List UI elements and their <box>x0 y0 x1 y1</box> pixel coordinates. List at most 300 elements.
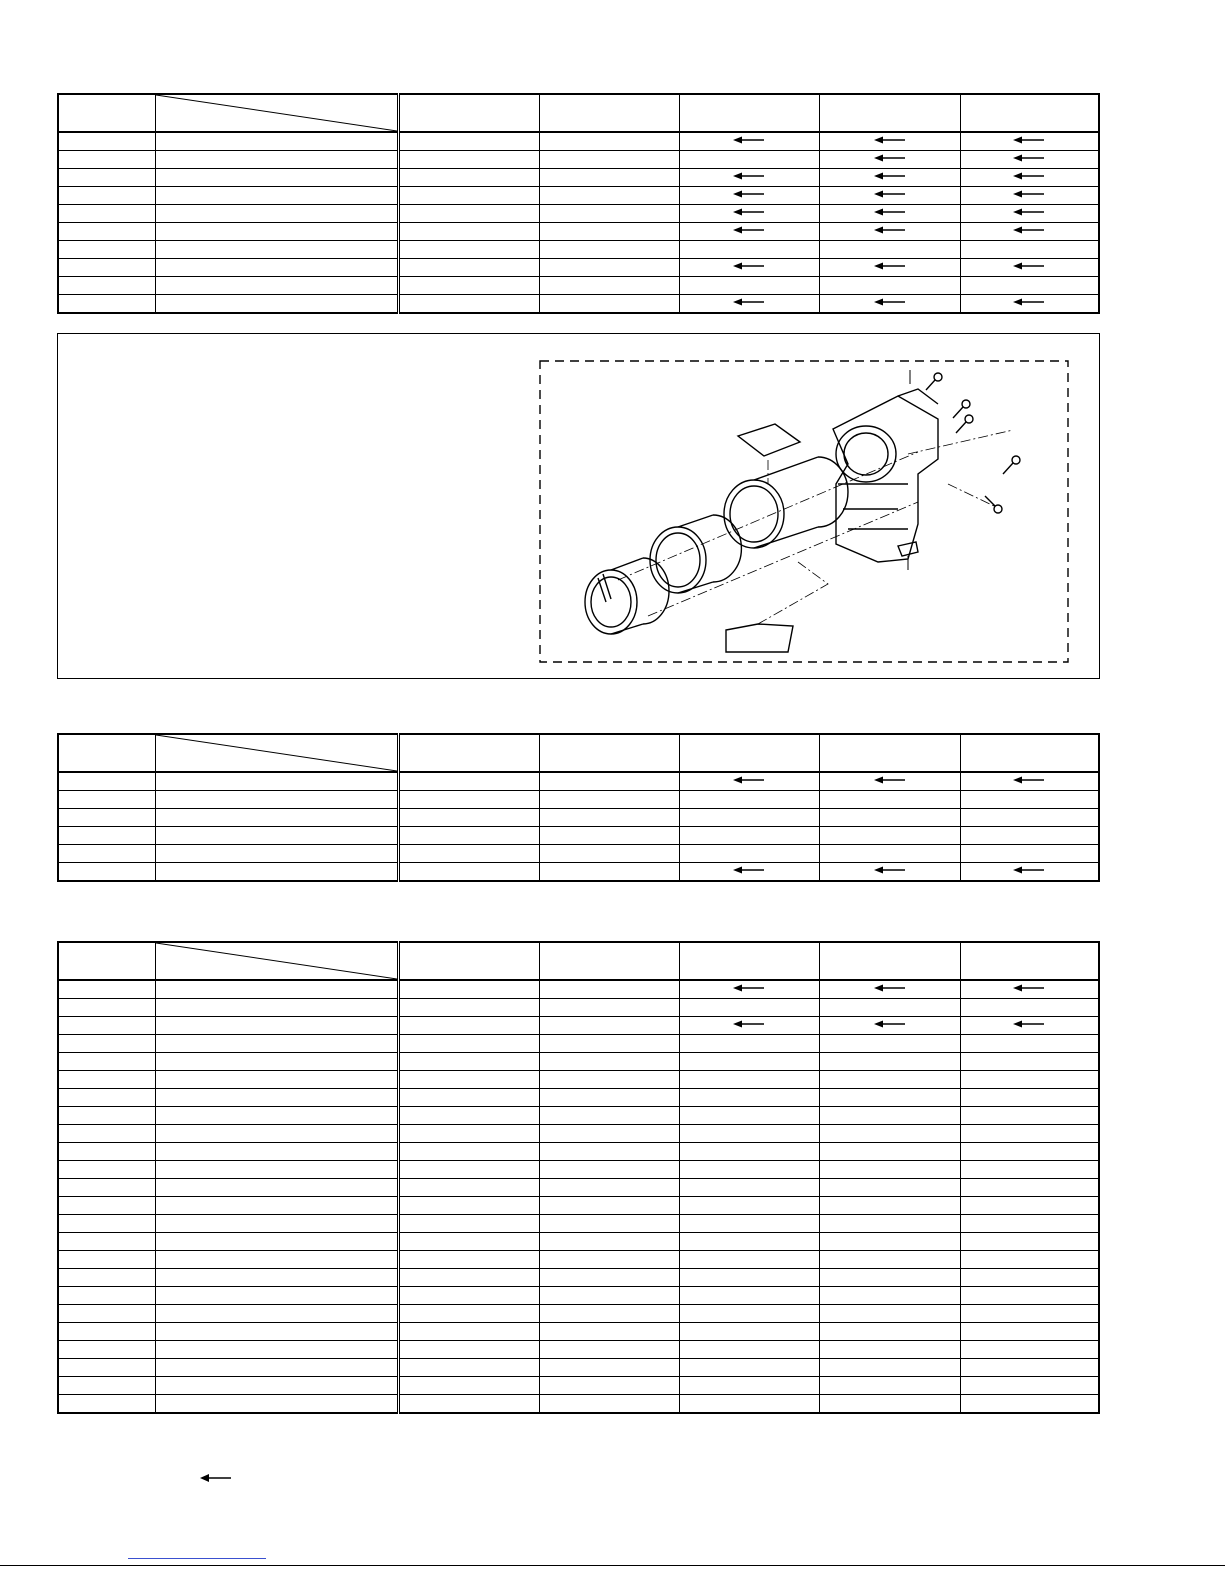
table-row <box>58 809 1099 827</box>
table-cell <box>960 827 1099 845</box>
table-row <box>58 791 1099 809</box>
table-cell <box>155 151 398 169</box>
parts-table-2 <box>57 733 1100 882</box>
table-cell <box>539 1053 679 1071</box>
table-cell <box>679 1341 819 1359</box>
left-arrow-icon <box>874 207 906 220</box>
table-row <box>58 241 1099 259</box>
lens-mount <box>585 570 637 634</box>
left-arrow-icon <box>733 297 765 310</box>
table-cell <box>539 1035 679 1053</box>
table-cell <box>960 1395 1099 1414</box>
table-cell <box>58 772 155 791</box>
table-cell <box>398 980 539 999</box>
table-row <box>58 132 1099 151</box>
table-cell <box>398 863 539 882</box>
table-cell <box>960 999 1099 1017</box>
table-cell <box>58 1233 155 1251</box>
table-cell <box>819 1251 960 1269</box>
header-cell <box>960 942 1099 980</box>
table-cell <box>819 1089 960 1107</box>
table-row <box>58 1161 1099 1179</box>
table-cell <box>58 1197 155 1215</box>
table-cell <box>398 1341 539 1359</box>
table-cell <box>679 1161 819 1179</box>
table-cell <box>679 169 819 187</box>
left-arrow-icon <box>733 865 765 878</box>
table-cell <box>155 1089 398 1107</box>
table-cell <box>679 1305 819 1323</box>
table-cell <box>398 132 539 151</box>
table-cell <box>58 827 155 845</box>
table-cell <box>398 809 539 827</box>
table-cell <box>679 1107 819 1125</box>
table-cell <box>398 1053 539 1071</box>
table-cell <box>960 1179 1099 1197</box>
focus-ring <box>650 527 706 593</box>
table-row <box>58 295 1099 314</box>
table-cell <box>155 1215 398 1233</box>
table-cell <box>819 1017 960 1035</box>
table-cell <box>960 169 1099 187</box>
table-cell <box>960 1035 1099 1053</box>
table-cell <box>539 151 679 169</box>
table-cell <box>679 1233 819 1251</box>
bottom-rule <box>0 1565 1225 1566</box>
parts-table-3 <box>57 941 1100 1414</box>
left-arrow-icon <box>874 171 906 184</box>
table-cell <box>539 1107 679 1125</box>
table-cell <box>960 1323 1099 1341</box>
table-cell <box>155 1107 398 1125</box>
table-cell <box>155 772 398 791</box>
table-cell <box>155 791 398 809</box>
table-cell <box>960 1071 1099 1089</box>
table-cell <box>58 205 155 223</box>
table-cell <box>155 1305 398 1323</box>
header-cell <box>398 942 539 980</box>
table-cell <box>679 1035 819 1053</box>
left-arrow-icon <box>733 1019 765 1032</box>
left-arrow-icon <box>874 189 906 202</box>
header-cell <box>679 942 819 980</box>
table-cell <box>539 1071 679 1089</box>
table-cell <box>960 1125 1099 1143</box>
table-row <box>58 1089 1099 1107</box>
table-cell <box>679 205 819 223</box>
table-row <box>58 169 1099 187</box>
table-cell <box>398 1287 539 1305</box>
table-cell <box>398 1233 539 1251</box>
header-diagonal-cell <box>155 94 398 132</box>
table-row <box>58 1305 1099 1323</box>
table-row <box>58 259 1099 277</box>
table-cell <box>539 1377 679 1395</box>
table-cell <box>539 1395 679 1414</box>
table-cell <box>398 791 539 809</box>
table-cell <box>960 259 1099 277</box>
table-cell <box>679 827 819 845</box>
table-row <box>58 827 1099 845</box>
table-cell <box>960 1161 1099 1179</box>
table-cell <box>539 132 679 151</box>
table-cell <box>155 999 398 1017</box>
table-cell <box>58 1071 155 1089</box>
table-cell <box>960 1269 1099 1287</box>
table-cell <box>960 980 1099 999</box>
table-cell <box>155 827 398 845</box>
table-cell <box>539 999 679 1017</box>
table-cell <box>58 863 155 882</box>
table-cell <box>58 1179 155 1197</box>
table-row <box>58 1269 1099 1287</box>
table-cell <box>155 1017 398 1035</box>
header-cell <box>679 94 819 132</box>
left-arrow-icon <box>874 775 906 788</box>
table-cell <box>819 1053 960 1071</box>
table-cell <box>819 1179 960 1197</box>
table-cell <box>679 999 819 1017</box>
left-arrow-icon <box>874 135 906 148</box>
side-cover <box>726 624 793 652</box>
table-header-row <box>58 94 1099 132</box>
table-cell <box>58 845 155 863</box>
table-cell <box>398 1071 539 1089</box>
header-diagonal-cell <box>155 734 398 772</box>
table-cell <box>819 1215 960 1233</box>
table-cell <box>58 809 155 827</box>
table-row <box>58 277 1099 295</box>
table-cell <box>398 1125 539 1143</box>
left-arrow-icon <box>874 153 906 166</box>
table-row <box>58 1125 1099 1143</box>
table-cell <box>539 1341 679 1359</box>
table-cell <box>819 223 960 241</box>
table-cell <box>960 295 1099 314</box>
table-cell <box>539 863 679 882</box>
table-cell <box>679 1143 819 1161</box>
table-cell <box>58 259 155 277</box>
table-cell <box>960 1305 1099 1323</box>
table-cell <box>819 1269 960 1287</box>
table-cell <box>155 259 398 277</box>
table-cell <box>960 151 1099 169</box>
left-arrow-icon <box>1013 171 1045 184</box>
table-cell <box>58 187 155 205</box>
table-row <box>58 1035 1099 1053</box>
table-cell <box>58 1377 155 1395</box>
table-row <box>58 1179 1099 1197</box>
table-cell <box>58 791 155 809</box>
left-arrow-icon <box>1013 1019 1045 1032</box>
table-cell <box>539 1233 679 1251</box>
table-cell <box>679 1071 819 1089</box>
table-cell <box>398 205 539 223</box>
table-cell <box>679 1359 819 1377</box>
table-cell <box>539 241 679 259</box>
table-cell <box>679 1251 819 1269</box>
table-cell <box>155 1035 398 1053</box>
table-cell <box>819 169 960 187</box>
table-cell <box>960 1089 1099 1107</box>
table-header-row <box>58 942 1099 980</box>
table-cell <box>58 169 155 187</box>
table-cell <box>679 809 819 827</box>
table-cell <box>398 1017 539 1035</box>
table-cell <box>398 772 539 791</box>
table-cell <box>398 845 539 863</box>
table-cell <box>819 1107 960 1125</box>
table-cell <box>539 1143 679 1161</box>
table-row <box>58 1233 1099 1251</box>
table-row <box>58 1197 1099 1215</box>
table-cell <box>539 1125 679 1143</box>
table-row <box>58 187 1099 205</box>
table-cell <box>58 295 155 314</box>
table-cell <box>960 241 1099 259</box>
table-cell <box>155 1359 398 1377</box>
table-cell <box>539 1089 679 1107</box>
table-cell <box>58 1107 155 1125</box>
table-cell <box>539 827 679 845</box>
table-cell <box>960 1377 1099 1395</box>
table-cell <box>960 132 1099 151</box>
table-cell <box>539 1017 679 1035</box>
table-cell <box>58 1143 155 1161</box>
left-arrow-icon <box>874 865 906 878</box>
table-cell <box>155 1341 398 1359</box>
table-cell <box>960 1215 1099 1233</box>
table-cell <box>819 205 960 223</box>
table-cell <box>679 132 819 151</box>
table-cell <box>679 259 819 277</box>
table-row <box>58 1107 1099 1125</box>
table-row <box>58 999 1099 1017</box>
mounting-bracket <box>898 542 918 556</box>
table-cell <box>960 1359 1099 1377</box>
left-arrow-icon <box>1013 189 1045 202</box>
table-cell <box>539 169 679 187</box>
parts-table-1 <box>57 93 1100 314</box>
table-cell <box>155 1377 398 1395</box>
table-cell <box>679 1287 819 1305</box>
table-cell <box>58 1359 155 1377</box>
table-cell <box>398 1305 539 1323</box>
table-cell <box>679 187 819 205</box>
table-cell <box>398 1035 539 1053</box>
table-cell <box>58 1323 155 1341</box>
table-row <box>58 1395 1099 1414</box>
table-cell <box>539 1323 679 1341</box>
header-cell <box>58 734 155 772</box>
table-cell <box>819 1071 960 1089</box>
header-cell <box>539 942 679 980</box>
table-cell <box>58 1089 155 1107</box>
left-arrow-icon <box>1013 207 1045 220</box>
table-cell <box>819 1197 960 1215</box>
left-arrow-icon <box>733 207 765 220</box>
left-arrow-icon <box>874 983 906 996</box>
table-cell <box>819 845 960 863</box>
table-cell <box>398 1215 539 1233</box>
table-cell <box>679 223 819 241</box>
table-cell <box>58 1161 155 1179</box>
table-cell <box>679 1197 819 1215</box>
header-cell <box>679 734 819 772</box>
table-row <box>58 1341 1099 1359</box>
table-cell <box>398 295 539 314</box>
header-cell <box>539 734 679 772</box>
table-cell <box>539 845 679 863</box>
table-cell <box>398 1269 539 1287</box>
table-cell <box>398 1395 539 1414</box>
table-cell <box>155 863 398 882</box>
table-cell <box>155 277 398 295</box>
table-cell <box>819 295 960 314</box>
table-cell <box>819 1323 960 1341</box>
table-row <box>58 1143 1099 1161</box>
table-cell <box>960 277 1099 295</box>
table-row <box>58 1053 1099 1071</box>
table-cell <box>960 1053 1099 1071</box>
table-cell <box>155 241 398 259</box>
table-row <box>58 1017 1099 1035</box>
table-cell <box>679 1323 819 1341</box>
left-arrow-icon <box>874 261 906 274</box>
header-cell <box>58 94 155 132</box>
table-cell <box>155 1143 398 1161</box>
table-cell <box>58 1053 155 1071</box>
table-cell <box>819 1359 960 1377</box>
table-cell <box>679 863 819 882</box>
table-row <box>58 1359 1099 1377</box>
table-cell <box>539 1287 679 1305</box>
table-cell <box>58 1035 155 1053</box>
table-cell <box>155 1197 398 1215</box>
table-cell <box>155 1269 398 1287</box>
table-cell <box>679 1053 819 1071</box>
table-cell <box>819 1233 960 1251</box>
table-cell <box>58 1251 155 1269</box>
table-cell <box>819 772 960 791</box>
table-cell <box>398 827 539 845</box>
table-cell <box>155 1323 398 1341</box>
table-cell <box>58 1017 155 1035</box>
table-cell <box>679 1125 819 1143</box>
table-cell <box>819 791 960 809</box>
table-cell <box>679 1089 819 1107</box>
table-cell <box>679 1395 819 1414</box>
header-cell <box>960 94 1099 132</box>
table-cell <box>539 791 679 809</box>
table-cell <box>58 1215 155 1233</box>
table-cell <box>679 845 819 863</box>
table-cell <box>819 132 960 151</box>
table-row <box>58 845 1099 863</box>
table-cell <box>679 791 819 809</box>
left-arrow-icon <box>1013 135 1045 148</box>
table-cell <box>58 1305 155 1323</box>
table-cell <box>679 295 819 314</box>
table-row <box>58 772 1099 791</box>
table-cell <box>155 1179 398 1197</box>
table-cell <box>155 845 398 863</box>
table-cell <box>58 980 155 999</box>
table-cell <box>819 241 960 259</box>
table-cell <box>539 223 679 241</box>
table-cell <box>819 187 960 205</box>
table-cell <box>960 1251 1099 1269</box>
table-cell <box>960 863 1099 882</box>
table-cell <box>539 1161 679 1179</box>
table-cell <box>155 1233 398 1251</box>
table-cell <box>398 999 539 1017</box>
dashed-frame <box>540 361 1068 662</box>
table-cell <box>960 1287 1099 1305</box>
left-arrow-icon <box>874 297 906 310</box>
table-cell <box>679 1179 819 1197</box>
table-cell <box>960 187 1099 205</box>
table-cell <box>155 1287 398 1305</box>
table-cell <box>58 1269 155 1287</box>
table-cell <box>58 132 155 151</box>
table-cell <box>819 1305 960 1323</box>
table-cell <box>960 1233 1099 1251</box>
table-cell <box>398 1197 539 1215</box>
left-arrow-icon <box>733 135 765 148</box>
table-cell <box>819 259 960 277</box>
left-arrow-icon <box>733 189 765 202</box>
table-cell <box>539 1215 679 1233</box>
table-cell <box>398 1323 539 1341</box>
table-cell <box>155 1053 398 1071</box>
table-cell <box>679 1269 819 1287</box>
table-cell <box>58 1395 155 1414</box>
table-cell <box>539 1251 679 1269</box>
left-arrow-icon <box>200 1472 232 1484</box>
table-cell <box>819 809 960 827</box>
table-cell <box>398 1179 539 1197</box>
table-cell <box>539 772 679 791</box>
table-cell <box>398 1143 539 1161</box>
header-cell <box>819 94 960 132</box>
table-cell <box>819 277 960 295</box>
table-row <box>58 863 1099 882</box>
left-arrow-icon <box>1013 261 1045 274</box>
table-cell <box>819 863 960 882</box>
table-cell <box>155 295 398 314</box>
table-row <box>58 1287 1099 1305</box>
table-cell <box>58 1287 155 1305</box>
table-cell <box>819 1377 960 1395</box>
table-row <box>58 1323 1099 1341</box>
table-cell <box>819 151 960 169</box>
table-row <box>58 1071 1099 1089</box>
table-cell <box>155 205 398 223</box>
table-row <box>58 223 1099 241</box>
table-cell <box>679 1017 819 1035</box>
table-cell <box>960 791 1099 809</box>
page-link-underline[interactable] <box>128 1558 266 1559</box>
table-cell <box>539 205 679 223</box>
table-cell <box>155 1395 398 1414</box>
table-cell <box>398 1251 539 1269</box>
left-arrow-icon <box>733 983 765 996</box>
table-cell <box>398 151 539 169</box>
table-cell <box>679 151 819 169</box>
table-row <box>58 1215 1099 1233</box>
table-cell <box>155 1161 398 1179</box>
